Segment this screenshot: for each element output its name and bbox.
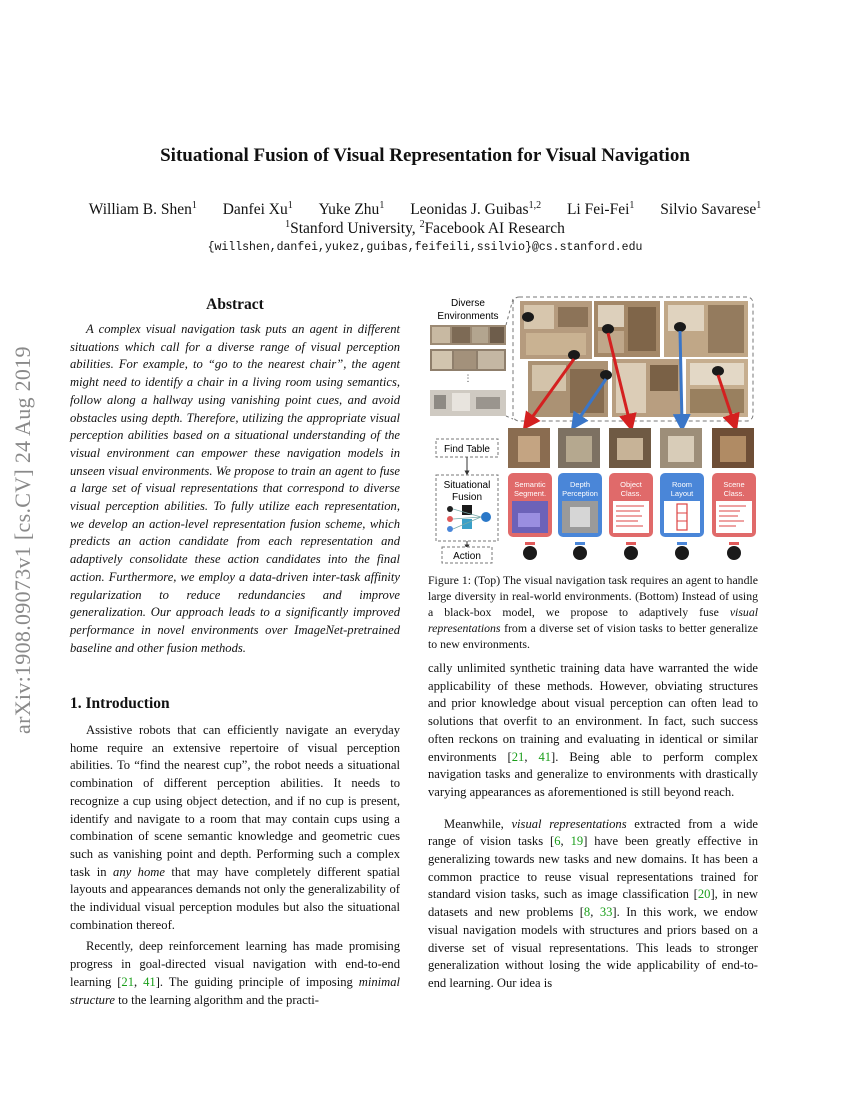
citation-link[interactable]: 19 <box>570 834 584 849</box>
svg-text:Class.: Class. <box>723 489 745 498</box>
task-panel <box>609 473 653 537</box>
author: Li Fei-Fei$^1$ <box>566 200 635 219</box>
author: Danfei Xu$^1$ <box>222 200 293 219</box>
task-panel <box>660 473 704 537</box>
citation-link[interactable]: 33 <box>599 905 613 920</box>
label-environments: Environments <box>437 311 499 322</box>
figure-caption: Figure 1: (Top) The visual navigation task requires an agent to handle large diversity in real-world environments. (Bottom) Instead of using a black-box model, we propose to adaptively fuse visual representations from a diverse set of vision tasks to better generalize to new environments. <box>428 573 758 651</box>
svg-text:Scene: Scene <box>723 480 745 489</box>
author-list <box>0 200 850 219</box>
svg-text:Class.: Class. <box>620 489 642 498</box>
arxiv-stamp: arXiv:1908.09073v1 [cs.CV] 24 Aug 2019 <box>10 346 35 734</box>
environment-map <box>520 301 748 417</box>
abstract-text: A complex visual navigation task puts an agent in different situations which call for a diverse range of visual perception abilities. For example, to “go to the nearest chair”, the agent might need to identify a chair in a living room using semantics, follow along a hallway using vanishing point cues, and avoid obstacles using depth. Therefore, utilizing the appropriate visual perception abilities based on a situational understanding of the visual environment can empower these navigation models in unseen visual environments. We propose to train an agent to fuse a large set of visual representations that correspond to diverse visual perception abilities. To fully utilize each representation, we develop an action-level representation fusion scheme, which predicts an action candidate from each representation and adaptively consolidate these action candidates into the final action. Furthermore, we employ a data-driven inter-task affinity regularization to reduce redundancies and improve generalization. Our approach leads to a significantly improved performance in novel environments over ImageNet-pretrained baseline and other fusion methods. <box>70 322 400 655</box>
author: Yuke Zhu$^1$ <box>318 200 385 219</box>
svg-text:Depth: Depth <box>569 480 591 489</box>
task-panel <box>508 473 552 537</box>
svg-text:⋮: ⋮ <box>463 373 473 383</box>
author: William B. Shen$^1$ <box>88 200 197 219</box>
citation-link[interactable]: 41 <box>538 749 552 764</box>
author: Leonidas J. Guibas$^{1,2}$ <box>410 200 542 219</box>
intro-text <box>70 722 400 1013</box>
affiliations: $^1$Stanford University, $^2$Facebook AI Research <box>285 219 565 238</box>
svg-text:Object: Object <box>620 480 642 489</box>
robot-action-icon <box>523 542 741 560</box>
body-paragraph: Meanwhile, visual representations extracted from a wide range of vision tasks [6, 19] have been greatly effective in generalizing towards new tasks and new domains. It has been a common practice to reuse visual representations trained for standard vision tasks, such as image classification [20], in new datasets and new problems [8, 33]. In this work, we endow visual navigation models with structures and priors based on a diverse set of visual representations. This leads to stronger generalization without losing the wide applicability of end-to-end learning. Our idea is <box>428 816 759 990</box>
task-panel <box>558 473 602 537</box>
svg-text:Semantic: Semantic <box>514 480 546 489</box>
task-panel <box>712 473 756 537</box>
label-action: Action <box>453 551 481 562</box>
citation-link[interactable]: 8 <box>583 905 591 920</box>
observation-frames <box>508 428 754 468</box>
intro-paragraph: Recently, deep reinforcement learning has made promising progress in goal-directed visual navigation with end-to-end learning [21, 41]. The guiding principle of imposing minimal structure to the learning algorithm and the practi- <box>70 939 401 1007</box>
label-fusion: Fusion <box>451 492 483 503</box>
citation-link[interactable]: 6 <box>554 834 561 849</box>
figure-1 <box>428 295 758 570</box>
intro-paragraph: Assistive robots that can efficiently navigate an everyday home require an extensive repertoire of visual perception abilities. To “find the nearest cup”, the robot needs a situational combination of different perception abilities. It needs to recognize a cup using object detection, and if no cup is present, identify and navigate to a room that may contain cups using a combination of scene semantic knowledge and geometric cues such as vanishing point and depth. Performing such a complex task in any home that may have completely different spatial layouts and appearances demands not only the generalizability of the individual visual perception modules but also the situational combination thereof. <box>70 723 400 932</box>
author: Silvio Savarese$^1$ <box>660 200 762 219</box>
svg-text:Perception: Perception <box>562 489 598 498</box>
svg-text:Layout: Layout <box>670 489 694 498</box>
label-diverse: Diverse <box>451 298 485 309</box>
environment-thumbnails <box>430 325 506 416</box>
svg-text:Room: Room <box>671 480 693 489</box>
citation-link[interactable]: 41 <box>143 974 156 989</box>
label-situational: Situational <box>443 480 491 491</box>
body-paragraph: cally unlimited synthetic training data have warranted the wide applicability of these methods. However, obviating structures and prior knowledge about visual perception can often lead to solutions that overfit to an environment. In fact, such success often reckons on training and evaluating in identical or similar environments [21, 41]. Being able to perform complex navigation tasks and generalize to environments with drastically varying appearances as aforementioned is still beyond reach. <box>428 661 758 799</box>
label-find-table: Find Table <box>444 444 490 455</box>
paper-title: Situational Fusion of Visual Representation for Visual Navigation <box>160 145 690 166</box>
right-column-text <box>428 660 758 997</box>
svg-text:Segment.: Segment. <box>513 489 547 498</box>
author-emails: {willshen,danfei,yukez,guibas,feifeili,ssilvio}@cs.stanford.edu <box>207 241 643 254</box>
abstract-heading: Abstract <box>206 296 264 313</box>
intro-heading: 1. Introduction <box>70 695 170 712</box>
citation-link[interactable]: 20 <box>697 887 711 902</box>
citation-link[interactable]: 21 <box>121 974 135 989</box>
citation-link[interactable]: 21 <box>511 749 525 764</box>
